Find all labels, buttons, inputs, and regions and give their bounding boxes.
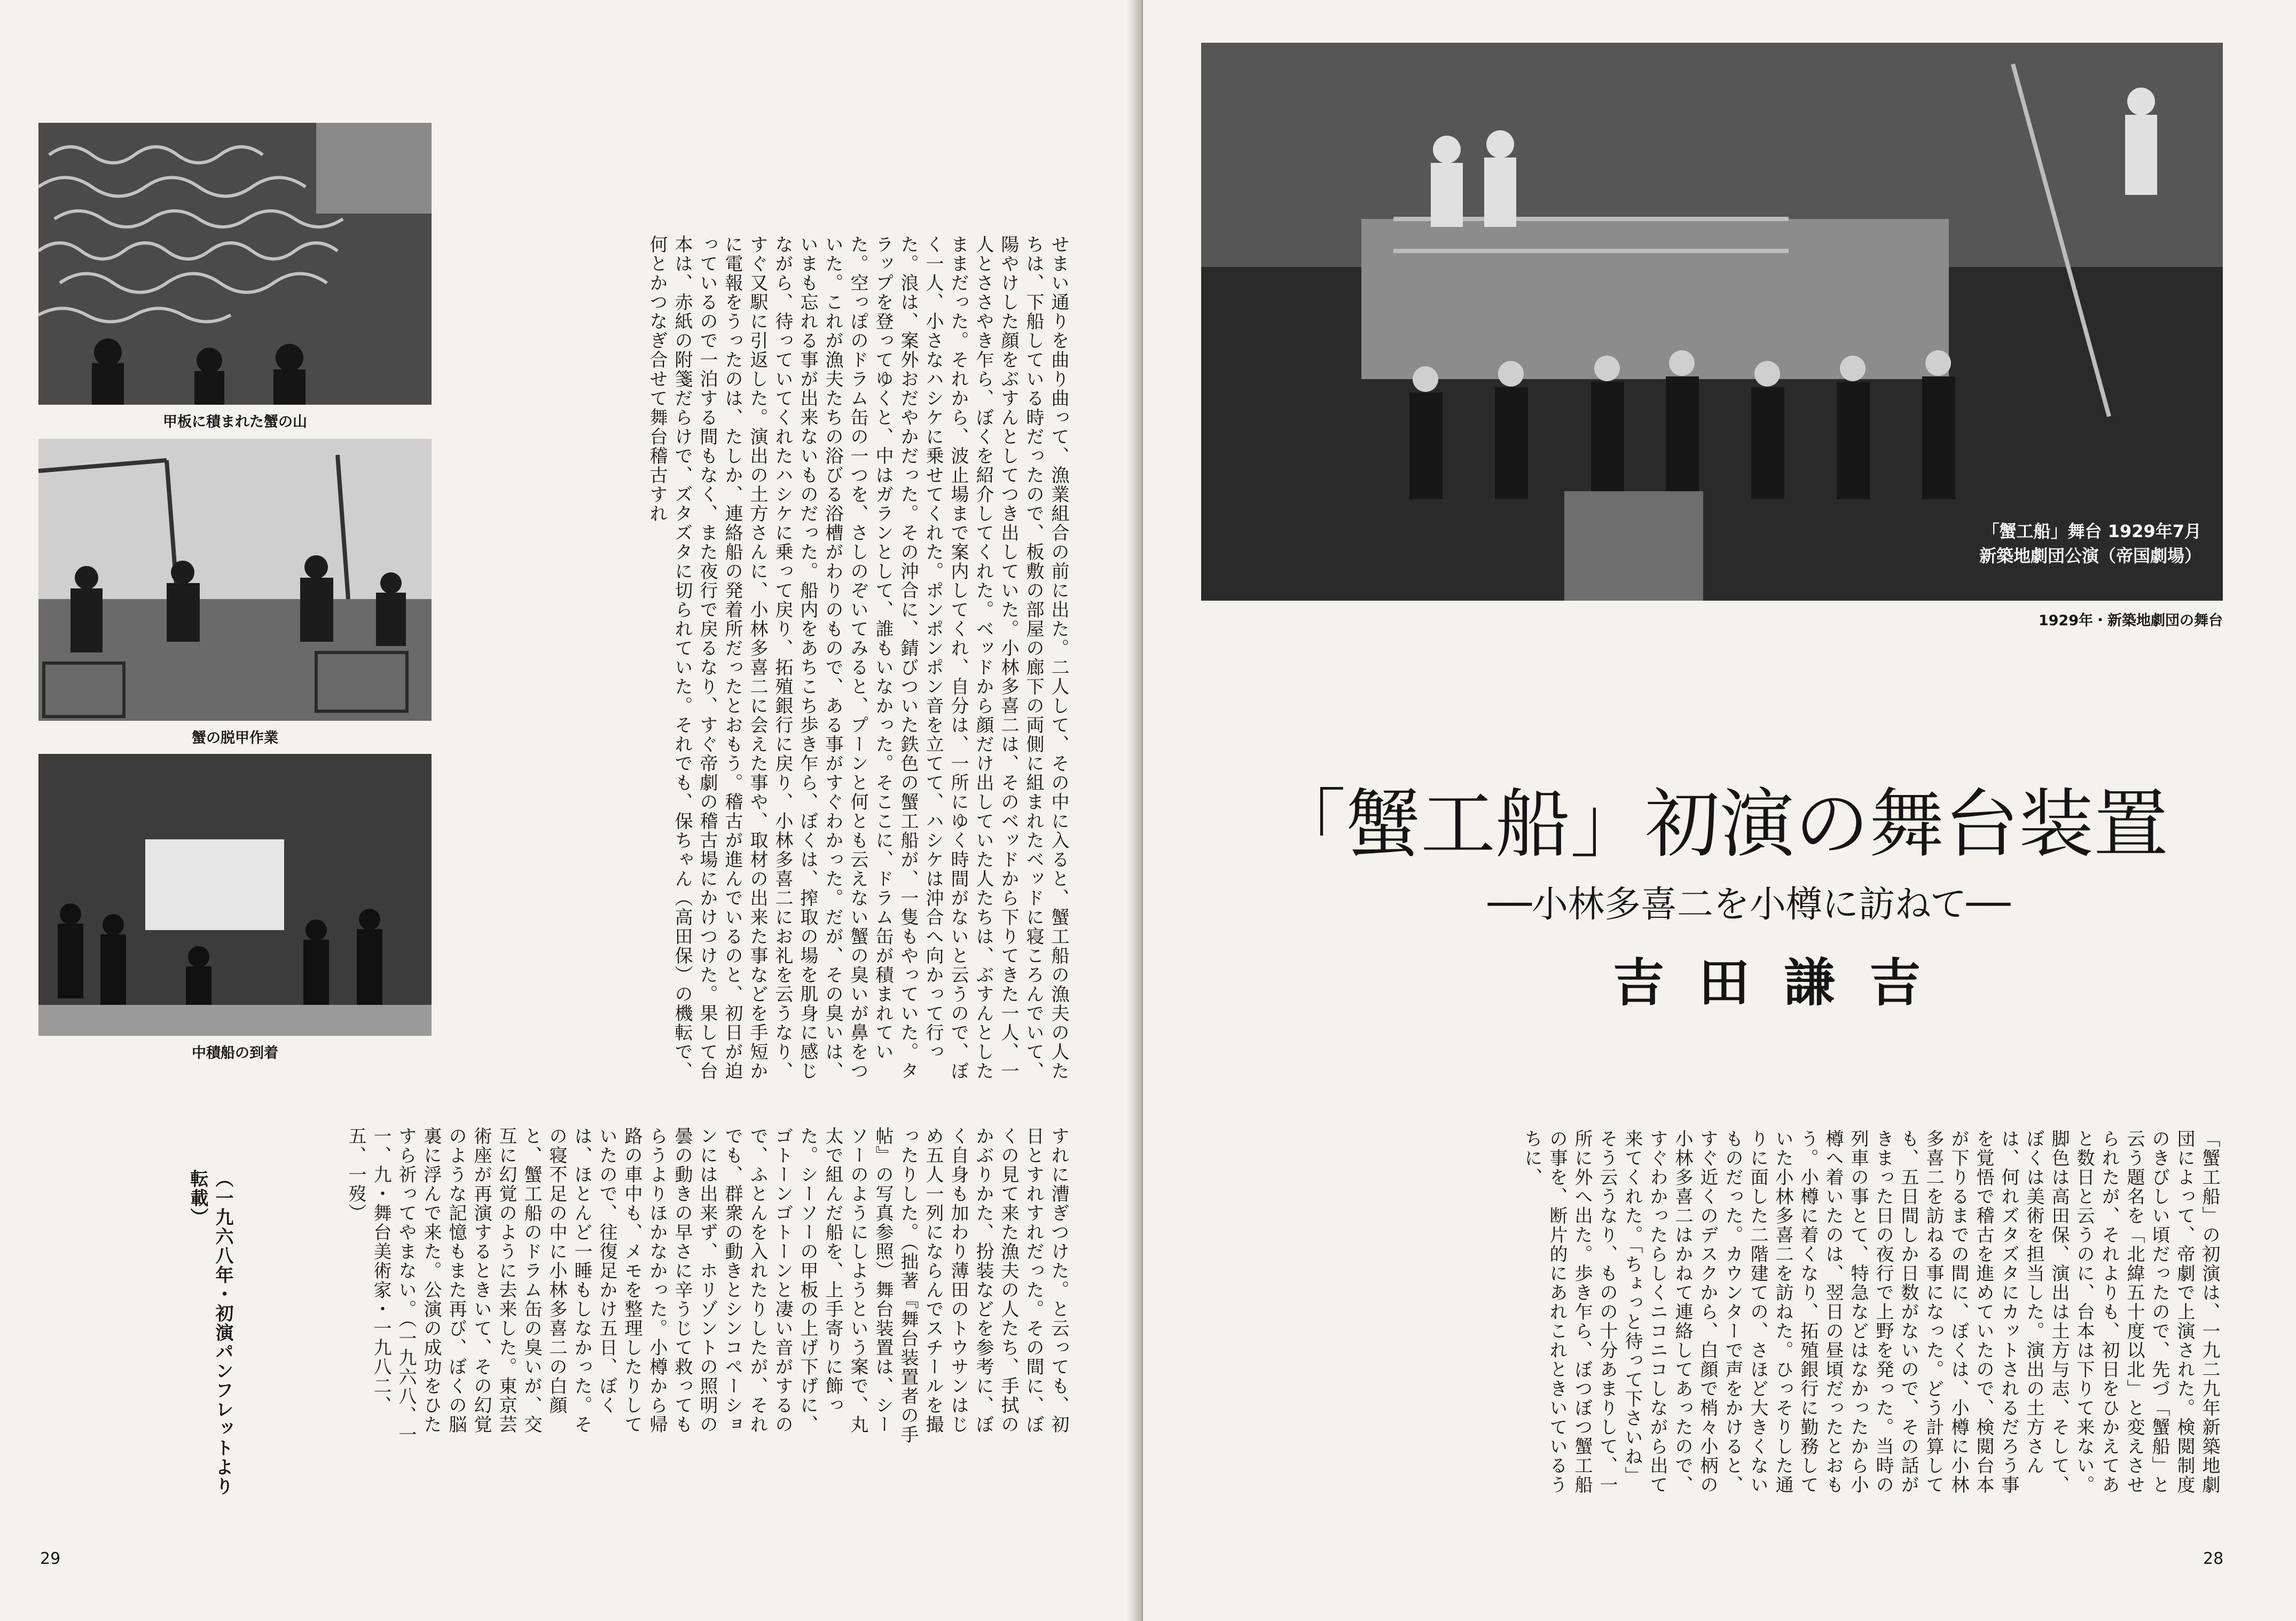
source-note: （一九六八年・初演パンフレットより転載） [187, 1169, 233, 1496]
photo-crab-shelling [38, 439, 432, 721]
photo-caption: 蟹の脱甲作業 [192, 730, 278, 746]
photo-caption: 中積船の到着 [192, 1045, 278, 1061]
photo-caption: 1929年・新築地劇団の舞台 [2038, 612, 2223, 629]
author-name: 吉田謙吉 [1613, 953, 1955, 1013]
photo-ship-arrival [38, 754, 432, 1036]
photo-overlay-text: 新築地劇団公演（帝国劇場） [1979, 546, 2201, 566]
photo-crab-pile [38, 123, 432, 405]
article-text-upper: せまい通りを曲り曲って、漁業組合の前に出た。二人して、その中に入ると、蟹工船の漁夫の人たちは、下船している時だったので、板敷の部屋の廊下の両側に組まれたベッドに寝ころんでいて、陽やけした顔をぶすんとしてつき出していた。小林多喜二は、そのベッドから下りてきた一人、一人とささやき乍ら、ぼくを紹介してくれた。ベッドから顔だけ出していた人たちは、ぶすんとしたままだった。それから、波止場まで案内してくれ、自分は、一所にゆく時間がないと云うので、ぼく一人、小さなハシケに乗せてくれた。ポンポンポン音を立てて、ハシケは沖合へ向かって行った。浪は、案外おだやかだった。その沖合に、錆びついた鉄色の蟹工船が、一隻もやっていた。タラップを登ってゆくと、中はガランとして、誰もいなかった。そここに、ドラム缶が積まれていた。空っぽのドラム缶の一つを、さしのぞいてみると、プーンと何とも云えない蟹の臭いが鼻をついた。これが漁夫たちの浴びる浴槽がわりのもので、ある事がすぐわかった。だが、その臭いは、いまも忘れる事が出来ないものだった。船内をあちこち歩き乍ら、ぼくは、搾取の場を肌身に感じながら、待っていてくれたハシケに乗って戻り、拓殖銀行に戻り、小林多喜二にお礼を云うなり、すぐ又駅に引返した。演出の土方さんに、小林多喜二に会えた事や、取材の出来た事などを手短かに電報をうったのは、たしか、連絡船の発着所だったとおもう。稽古が進んでいるのと、初日が迫っているので一泊する間もなく、また夜行で戻るなり、すぐ帝劇の稽古場にかけつけた。果して台本は、赤紙の附箋だらけで、ズタズタに切られていた。それでも、保ちゃん（高田保）の機転で、何とかつなぎ合せて舞台稽古すれ [646, 235, 1069, 1081]
photo-stage-1929 [1201, 43, 2223, 601]
right-page [1143, 0, 2296, 1621]
photo-overlay-text: 「蟹工船」舞台 1929年7月 [1982, 521, 2201, 541]
article-title: 「蟹工船」初演の舞台装置 [1271, 781, 2168, 868]
article-text-lower: すれに漕ぎつけた。と云っても、初日とすれすれだった。その間に、ぼくの見て来た漁夫の人たち、手拭のかぶりかた、扮装などを参考に、ぼく自身も加わり薄田のトウサンはじめ五人一列にならんでスチールを撮ったりした。（拙著『舞台装置者の手帖』の写真参照）舞台装置は、シーソーのようにしようという案で、丸太で組んだ船を、上手寄りに飾った。シーソーの甲板の上げ下げに、ゴトーンゴトーンと凄い音がするので、ふとんを入れたりしたが、それでも、群衆の動きとシンコペーションには出来ず、ホリゾントの照明の曇の動きの早さに辛うじて救ってもらうよりほかなかった。小樽から帰路の車中も、メモを整理したりしていたので、往復足かけ五日、ぼくは、ほとんど一睡もしなかった。その寝不足の中に小林多喜二の白顔と、蟹工船のドラム缶の臭いが、交互に幻覚のように去来した。東京芸術座が再演するときいて、その幻覚のような記憶もまた再び、ぼくの脳裏に浮んで来た。公演の成功をひたすら祈ってやまない。（一九六八、一一、九・舞台美術家・一九八二、五、一歿） [345, 1127, 1069, 1444]
page-number: 29 [40, 1549, 61, 1568]
photo-caption: 甲板に積まれた蟹の山 [163, 414, 307, 430]
article-text-right: 「蟹工船」の初演は、一九二九年新築地劇団によって、帝劇で上演された。検閲制度のきびしい頃だったので、先づ「蟹船」と云う題名を「北緯五十度以北」と変えさせられたが、それよりも、初日をひかえてあと数日と云うのに、台本は下りて来ない。脚色は高田保、演出は土方与志、そして、ぼくは美術を担当した。演出の土方さんは、何れズタズタにカットされるだろう事を覚悟で稽古を進めていたので、検閲台本が下りるまでの間に、ぼくは、小樽に小林多喜二を訪ねる事になった。どう計算しても、五日間しか日数がないので、その話がきまった日の夜行で上野を発った。当時の列車の事とて、特急などはなかったから小樽へ着いたのは、翌日の昼頃だったとおもう。小樽に着くなり、拓殖銀行に勤務していた小林多喜二を訪ねた。ひっそりした通りに面した二階建ての、さほど大きくないものだった。カウンターで声をかけると、すぐ近くのデスクから、白顔で梢々小柄の小林多喜二はかねて連絡してあったので、すぐわかったらしくニコニコしながら出て来てくれた。「ちょっと待って下さいね」そう云うなり、ものの十分あまりして、一所に外へ出た。歩き乍ら、ぼつぼつ蟹工船の事を、断片的にあれこれときいているうちに、 [1521, 1129, 2220, 1494]
page-number: 28 [2203, 1549, 2224, 1568]
article-subtitle: ──小林多喜二を小樽に訪ねて── [1487, 884, 2011, 926]
left-page [0, 0, 1137, 1621]
